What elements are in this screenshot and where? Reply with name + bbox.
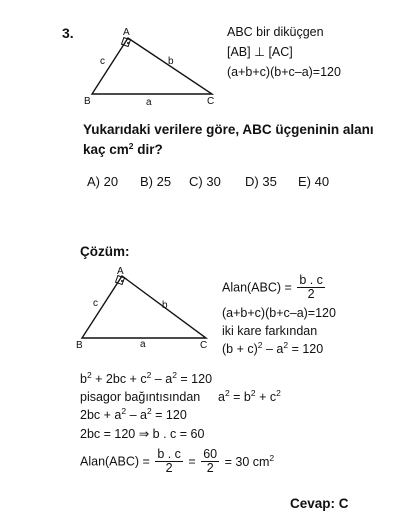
area-fraction: $\frac{b . c}{2}$ [299, 273, 323, 301]
right-angle-dot [121, 280, 123, 282]
given-line-1: ABC bir diküçgen [227, 25, 324, 39]
answer-label: Cevap: C [290, 496, 349, 511]
vertex-b-label: B [84, 96, 91, 107]
right-angle-dot [127, 42, 129, 44]
final-area: Alan(ABC) = $\frac{b . c}{2}$ = $\frac{60}{2}$ = 30 $cm^2$ [80, 447, 275, 475]
choice-b[interactable]: B) 25 [140, 174, 172, 189]
given-line-2: [AB] ⊥ [AC] [227, 45, 293, 59]
choice-c[interactable]: C) 30 [189, 174, 221, 189]
final-fraction-2: $\frac{60}{2}$ [203, 447, 218, 475]
answer-choices [0, 174, 415, 192]
side-a-label: a [146, 97, 152, 108]
sol-vertex-b-label: B [76, 340, 83, 351]
substituted-equation: $2bc + a^2 - a^2 = 120$ [80, 406, 187, 422]
sol-side-a-label: a [140, 339, 146, 350]
prompt-line-1: Yukarıdaki verilere göre, ABC üçgeninin alanı [83, 122, 374, 137]
factored-equation: $(b + c)^2 - a^2 = 120$ [222, 340, 324, 356]
triangle-abc [82, 276, 206, 338]
pisagor-equation: $a^2 = b^2 + c^2$ [218, 388, 281, 404]
triangle-abc [92, 38, 212, 94]
given-line-3: (a+b+c)(b+c–a)=120 [227, 65, 341, 79]
difference-of-squares-note: iki kare farkından [222, 324, 318, 338]
vertex-a-label: A [123, 27, 130, 38]
solution-title: Çözüm: [80, 244, 130, 259]
choice-a[interactable]: A) 20 [87, 174, 119, 189]
sol-vertex-c-label: C [200, 340, 208, 351]
pisagor-text: pisagor bağıntısından [80, 390, 201, 404]
choice-d[interactable]: D) 35 [245, 174, 277, 189]
side-c-label: c [100, 56, 105, 67]
vertex-c-label: C [207, 96, 215, 107]
sol-side-c-label: c [93, 298, 98, 309]
expanded-equation: $b^2 + 2bc + c^2 - a^2 = 120$ [80, 370, 213, 386]
area-formula: Alan(ABC) = $\frac{b . c}{2}$ [222, 273, 323, 301]
sol-side-b-label: b [162, 300, 168, 311]
given-info [227, 22, 341, 82]
prompt-line-2: kaç $cm^2$ dir? [83, 141, 163, 157]
choice-e[interactable]: E) 40 [298, 174, 330, 189]
sol-vertex-a-label: A [117, 266, 124, 277]
side-b-label: b [168, 56, 174, 67]
question-prompt [83, 120, 374, 160]
given-equation: (a+b+c)(b+c–a)=120 [222, 306, 336, 320]
final-fraction-1: $\frac{b . c}{2}$ [157, 447, 181, 475]
product-equation: 2bc = 120 ⇒ b . c = 60 [80, 427, 205, 441]
question-triangle-figure [82, 30, 222, 112]
question-number: 3. [62, 25, 74, 41]
